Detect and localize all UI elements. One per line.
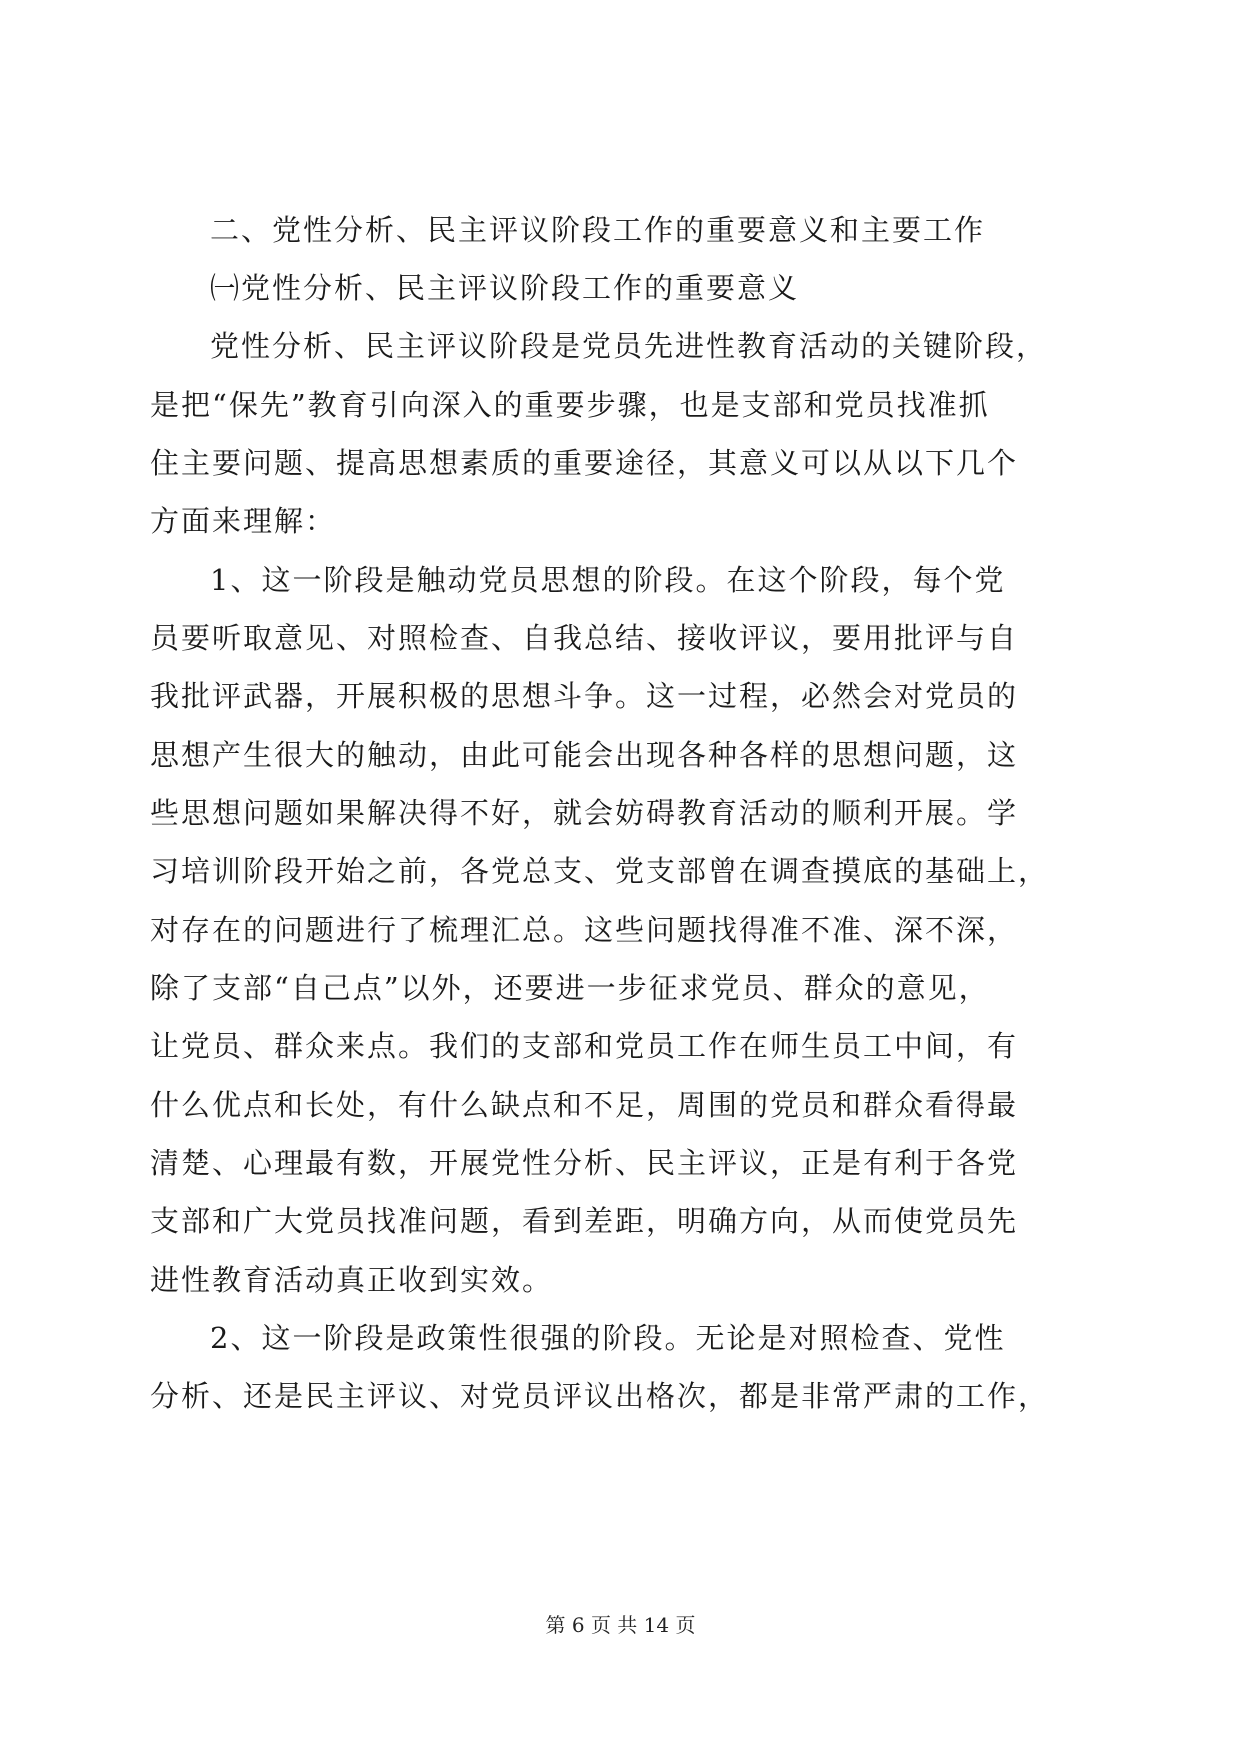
page-number-footer: 第 6 页 共 14 页 [545, 1613, 696, 1637]
body-text-line: 住主要问题、提高思想素质的重要途径，其意义可以从以下几个 [150, 446, 1019, 480]
body-text-line: 对存在的问题进行了梳理汇总。这些问题找得准不准、深不深， [150, 913, 1019, 947]
body-text-line: 习培训阶段开始之前，各党总支、党支部曾在调查摸底的基础上， [150, 854, 1050, 888]
section-heading: 二、党性分析、民主评议阶段工作的重要意义和主要工作 [210, 213, 986, 247]
body-text-line: 让党员、群众来点。我们的支部和党员工作在师生员工中间，有 [150, 1029, 1019, 1063]
body-text-line: 我批评武器，开展积极的思想斗争。这一过程，必然会对党员的 [150, 679, 1019, 713]
body-text-line: 员要听取意见、对照检查、自我总结、接收评议，要用批评与自 [150, 621, 1019, 655]
body-text-line: 除了支部“自己点”以外，还要进一步征求党员、群众的意见， [150, 971, 990, 1005]
body-text-line: 分析、还是民主评议、对党员评议出格次，都是非常严肃的工作， [150, 1379, 1050, 1413]
subsection-heading: ㈠党性分析、民主评议阶段工作的重要意义 [210, 271, 800, 305]
body-text-line: 支部和广大党员找准问题，看到差距，明确方向，从而使党员先 [150, 1204, 1019, 1238]
body-text-line: 2、这一阶段是政策性很强的阶段。无论是对照检查、党性 [210, 1321, 1006, 1355]
body-text-line: 方面来理解： [150, 504, 337, 538]
body-text-line: 1、这一阶段是触动党员思想的阶段。在这个阶段，每个党 [210, 563, 1006, 597]
body-text-line: 些思想问题如果解决得不好，就会妨碍教育活动的顺利开展。学 [150, 796, 1019, 830]
body-text-line: 清楚、心理最有数，开展党性分析、民主评议，正是有利于各党 [150, 1146, 1019, 1180]
body-text-line: 什么优点和长处，有什么缺点和不足，周围的党员和群众看得最 [150, 1088, 1019, 1122]
body-text-line: 是把“保先”教育引向深入的重要步骤，也是支部和党员找准抓 [150, 388, 990, 422]
body-text-line: 思想产生很大的触动，由此可能会出现各种各样的思想问题，这 [150, 738, 1019, 772]
body-text-line: 进性教育活动真正收到实效。 [150, 1263, 554, 1297]
body-text-line: 党性分析、民主评议阶段是党员先进性教育活动的关键阶段， [210, 329, 1048, 363]
